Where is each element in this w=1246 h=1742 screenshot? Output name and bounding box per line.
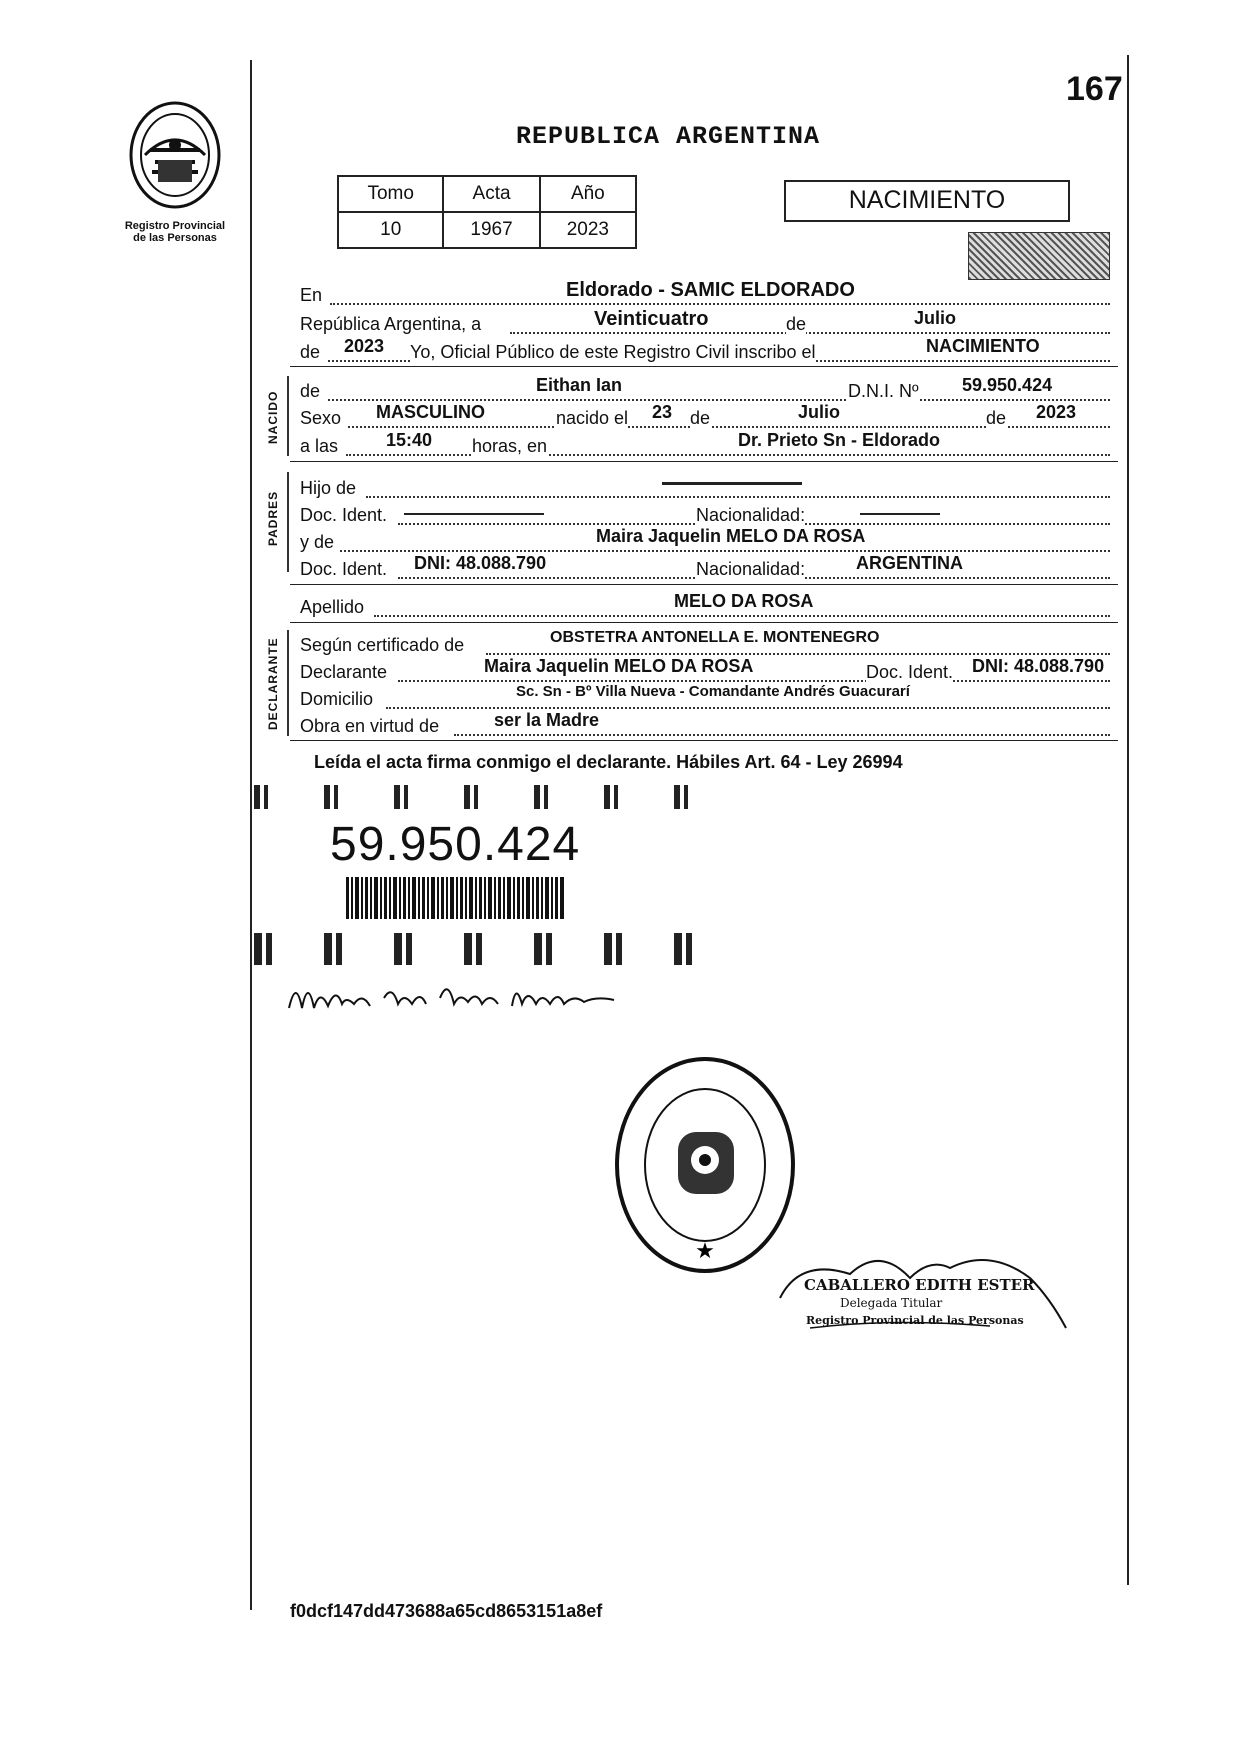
year-prefix: de [300, 342, 321, 362]
declarante-doc-value: DNI: 48.088.790 [972, 656, 1105, 676]
birth-de-label-2: de [986, 408, 1007, 428]
mother-doc-label: Doc. Ident. [300, 559, 388, 579]
divider-4 [290, 622, 1118, 623]
barcode-icon [346, 877, 566, 919]
day-value: Veinticuatro [594, 308, 709, 330]
divider-5 [290, 740, 1118, 741]
inscribo-value: NACIMIENTO [926, 336, 1040, 356]
registry-table [337, 175, 637, 249]
row-republica [300, 308, 1120, 336]
page-number: 167 [1066, 70, 1123, 108]
row-obra [300, 710, 1120, 738]
declarante-label: Declarante [300, 662, 388, 682]
declarante-signature [284, 968, 634, 1028]
logo-caption-2: de las Personas [133, 232, 217, 244]
father-nationality-label: Nacionalidad: [696, 505, 806, 525]
official-institution: Registro Provincial de las Personas [806, 1314, 1024, 1327]
padres-bar [287, 472, 289, 572]
official-stamp [770, 1238, 1070, 1348]
month-value: Julio [914, 308, 957, 328]
divider-1 [290, 366, 1118, 367]
country-title: REPUBLICA ARGENTINA [516, 122, 821, 151]
certificado-value: OBSTETRA ANTONELLA E. MONTENEGRO [550, 629, 880, 646]
value-tomo: 10 [338, 212, 443, 248]
apellido-label: Apellido [300, 597, 365, 617]
domicilio-value: Sc. Sn - Bº Villa Nueva - Comandante Andrés Guacurarí [516, 683, 910, 700]
row-mother [300, 526, 1120, 554]
dni-label: D.N.I. Nº [848, 381, 919, 401]
sexo-label: Sexo [300, 408, 342, 428]
registro-logo [100, 100, 250, 244]
row-apellido [300, 591, 1120, 619]
mother-nationality-label: Nacionalidad: [696, 559, 806, 579]
padres-side-label: PADRES [266, 490, 280, 546]
row-certificado [300, 629, 1120, 657]
sexo-value: MASCULINO [376, 402, 485, 422]
logo-caption-1: Registro Provincial [124, 220, 226, 232]
child-name: Eithan Ian [536, 375, 623, 395]
year-value: 2023 [344, 336, 385, 356]
declarante-doc-label: Doc. Ident. [866, 662, 954, 682]
apellido-value: MELO DA ROSA [674, 591, 814, 611]
document-hash: f0dcf147dd473688a65cd8653151a8ef [290, 1601, 603, 1621]
act-type-box: NACIMIENTO [784, 180, 1070, 222]
divider-2 [290, 461, 1118, 462]
nacido-el-label: nacido el [556, 408, 629, 428]
certificado-label: Según certificado de [300, 635, 465, 655]
sticker-pattern-top [254, 785, 700, 809]
nacido-bar [287, 376, 289, 456]
mother-name: Maira Jaquelin MELO DA ROSA [596, 526, 866, 546]
en-label: En [300, 285, 323, 305]
a-las-label: a las [300, 436, 339, 456]
sticker-pattern-bottom [254, 933, 700, 965]
header-acta: Acta [443, 176, 539, 212]
nacido-side-label: NACIDO [266, 390, 280, 444]
y-de-label: y de [300, 532, 335, 552]
security-stamp [968, 232, 1110, 280]
value-anio: 2023 [540, 212, 636, 248]
obra-value: ser la Madre [494, 710, 600, 730]
official-name: CABALLERO EDITH ESTER [804, 1276, 1035, 1294]
closing-note: Leída el acta firma conmigo el declarante. Hábiles Art. 64 - Ley 26994 [314, 752, 903, 772]
row-declarante [300, 656, 1120, 684]
birth-month: Julio [798, 402, 841, 422]
row-father-doc [300, 503, 1120, 527]
value-acta: 1967 [443, 212, 539, 248]
row-en [300, 279, 1120, 307]
en-value: Eldorado - SAMIC ELDORADO [566, 279, 855, 301]
header-anio: Año [540, 176, 636, 212]
domicilio-label: Domicilio [300, 689, 374, 709]
row-sexo [300, 402, 1120, 430]
right-margin-line [1127, 55, 1129, 1585]
header-tomo: Tomo [338, 176, 443, 212]
hijo-de-label: Hijo de [300, 478, 357, 498]
father-doc-label: Doc. Ident. [300, 505, 388, 525]
row-inscribo [300, 336, 1120, 364]
declarante-bar [287, 630, 289, 736]
child-dni: 59.950.424 [962, 375, 1053, 395]
row-nacido-name [300, 375, 1120, 403]
declarante-value: Maira Jaquelin MELO DA ROSA [484, 656, 754, 676]
redacted-father-nationality [860, 513, 940, 515]
republica-label: República Argentina, a [300, 314, 482, 334]
obra-label: Obra en virtud de [300, 716, 440, 736]
row-hora [300, 430, 1120, 458]
mother-nationality: ARGENTINA [856, 553, 963, 573]
birth-time: 15:40 [386, 430, 433, 450]
left-margin-line [250, 60, 252, 1610]
mother-doc: DNI: 48.088.790 [414, 553, 547, 573]
redacted-father-name [662, 482, 802, 485]
row-hijo-de [300, 476, 1120, 500]
official-role: Delegada Titular [840, 1296, 943, 1310]
divider-3 [290, 584, 1118, 585]
row-domicilio [300, 683, 1120, 711]
declarante-side-label: DECLARANTE [266, 637, 280, 730]
birth-de-label: de [690, 408, 711, 428]
redacted-father-doc [404, 513, 544, 515]
sticker-dni-number: 59.950.424 [330, 818, 581, 871]
birth-year: 2023 [1036, 402, 1077, 422]
inscribo-text: Yo, Oficial Público de este Registro Civil inscribo el [410, 342, 816, 362]
birth-day: 23 [652, 402, 673, 422]
misiones-crest-icon [100, 100, 250, 215]
birth-place: Dr. Prieto Sn - Eldorado [738, 430, 941, 450]
horas-label: horas, en [472, 436, 548, 456]
svg-text:★: ★ [695, 1239, 715, 1264]
dni-sticker [254, 785, 700, 967]
nacido-de-label: de [300, 381, 321, 401]
de-label: de [786, 314, 807, 334]
row-mother-doc [300, 553, 1120, 581]
